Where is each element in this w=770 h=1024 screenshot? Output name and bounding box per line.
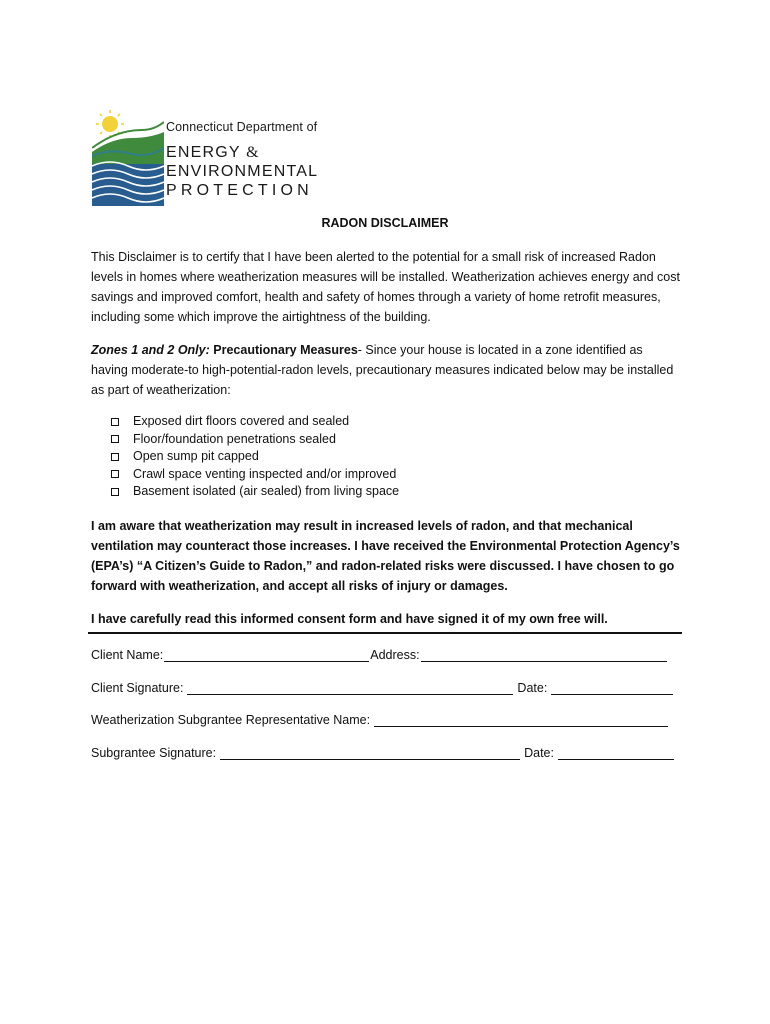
logo-energy: ENERGY: [166, 144, 241, 161]
client-signature-label: Client Signature:: [91, 681, 184, 695]
zone-label: Zones 1 and 2 Only:: [91, 343, 210, 357]
client-name-row: [91, 648, 668, 662]
subgrantee-date-label: Date:: [524, 746, 554, 760]
checklist-item: [111, 448, 399, 466]
precautionary-text: - Since your house is located in a zone identified as having moderate-to high-potential-radon levels, precautionary measures indicated below may be installed as part of weatherization:: [91, 343, 674, 397]
logo-department: Connecticut Department of: [166, 120, 318, 134]
checkbox[interactable]: [111, 488, 119, 496]
logo-line-energy: [166, 143, 318, 162]
checklist-label: Floor/foundation penetrations sealed: [133, 431, 336, 446]
disclaimer-paragraph: This Disclaimer is to certify that I have been alerted to the potential for a small risk of increased Radon levels in homes where weatherization measures will be installed. Weatherization achieves energy and cost savings and improved comfort, health and safety of homes through a variety of home retrofit measures, including some which improve the airtightness of the building.: [91, 250, 680, 324]
subgrantee-signature-row: [91, 746, 675, 760]
rep-name-row: [91, 713, 669, 727]
document-title: RADON DISCLAIMER: [321, 216, 449, 230]
subgrantee-signature-field[interactable]: [220, 746, 520, 760]
client-name-label: Client Name:: [91, 648, 164, 662]
measures-checklist: [111, 413, 399, 501]
client-signature-row: [91, 681, 674, 695]
checkbox[interactable]: [111, 418, 119, 426]
checklist-label: Basement isolated (air sealed) from living space: [133, 484, 400, 498]
rep-name-field[interactable]: [374, 713, 668, 727]
checkbox[interactable]: [111, 470, 119, 478]
sun-and-waves-logo-icon: [92, 108, 164, 208]
client-name-field[interactable]: [164, 648, 369, 662]
client-signature-field[interactable]: [187, 681, 513, 695]
rep-name-label: Weatherization Subgrantee Representative Name:: [91, 713, 371, 727]
precautionary-paragraph: [91, 340, 681, 400]
address-label: Address:: [370, 648, 420, 662]
logo-line-protection: PROTECTION: [166, 182, 313, 199]
checklist-item: [111, 431, 399, 449]
checklist-item: [111, 413, 399, 431]
client-date-label: Date:: [517, 681, 548, 695]
measures-label: Precautionary Measures: [213, 343, 358, 357]
checklist-label: Crawl space venting inspected and/or improved: [133, 466, 397, 481]
divider: [88, 632, 682, 634]
subgrantee-signature-label: Subgrantee Signature:: [91, 746, 217, 760]
checkbox[interactable]: [111, 435, 119, 443]
address-field[interactable]: [421, 648, 667, 662]
client-date-field[interactable]: [551, 681, 673, 695]
logo-wordmark: [166, 120, 318, 200]
checklist-label: Exposed dirt floors covered and sealed: [133, 414, 350, 428]
checklist-label: Open sump pit capped: [133, 449, 259, 463]
acknowledgement-paragraph: I am aware that weatherization may result in increased levels of radon, and that mechanical ventilation may counteract those increases. I have received the Environmental Protection Agency’s (EPA’s) “A Citizen’s Guide to Radon,” and radon-related risks were discussed. I have chosen to go forward with weatherization, and accept all risks of injury or damages.: [91, 519, 680, 593]
logo-line-environmental: ENVIRONMENTAL: [166, 163, 319, 180]
deep-logo: [92, 108, 319, 208]
checkbox[interactable]: [111, 453, 119, 461]
consent-statement: I have carefully read this informed consent form and have signed it of my own free will.: [91, 612, 608, 626]
subgrantee-date-field[interactable]: [558, 746, 674, 760]
logo-ampersand: &: [246, 144, 259, 161]
checklist-item: [111, 466, 399, 484]
checklist-item: [111, 483, 399, 501]
